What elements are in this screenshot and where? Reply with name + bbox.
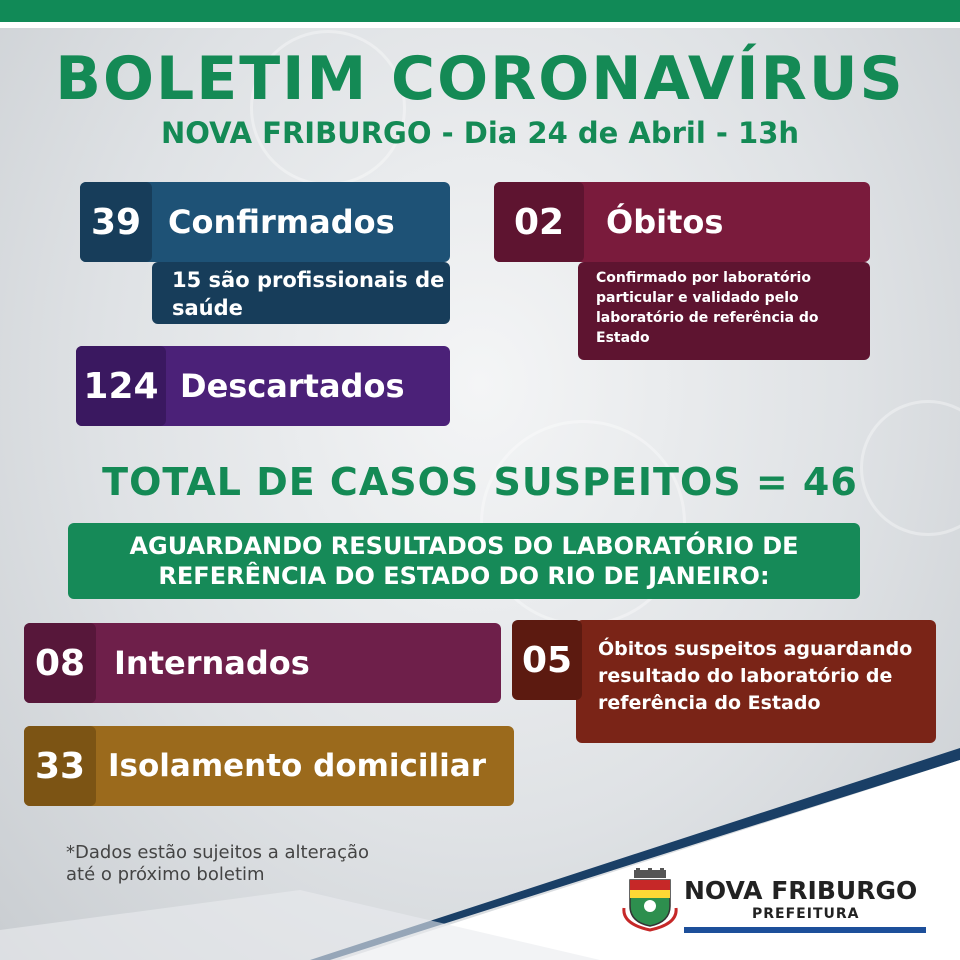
brand-sub: PREFEITURA — [752, 906, 860, 922]
page-subtitle: NOVA FRIBURGO - Dia 24 de Abril - 13h — [160, 116, 800, 150]
confirmados-note-text: 15 são profissionais de saúde — [172, 268, 445, 320]
internados-label: Internados — [114, 644, 310, 682]
aguardando-line2: REFERÊNCIA DO ESTADO DO RIO DE JANEIRO: — [158, 562, 770, 590]
isolamento-label: Isolamento domiciliar — [108, 748, 487, 784]
obitos-suspeitos-label: Óbitos suspeitos aguardando resultado do laboratório de referência do Estado — [598, 638, 913, 714]
descartados-number: 124 — [76, 346, 166, 426]
descartados-label: Descartados — [180, 367, 405, 405]
disclaimer-line2: até o próximo boletim — [66, 864, 265, 885]
internados-number: 08 — [24, 623, 96, 703]
brand-bar — [684, 927, 926, 933]
confirmados-label: Confirmados — [168, 203, 395, 241]
disclaimer — [66, 842, 369, 886]
obitos-number: 02 — [494, 182, 584, 262]
total-suspeitos: TOTAL DE CASOS SUSPEITOS = 46 — [102, 460, 858, 504]
isolamento-number: 33 — [24, 726, 96, 806]
page-title: BOLETIM CORONAVÍRUS — [55, 44, 905, 114]
confirmados-number: 39 — [80, 182, 152, 262]
brand-name: NOVA FRIBURGO — [684, 876, 918, 905]
aguardando-line1: AGUARDANDO RESULTADOS DO LABORATÓRIO DE — [129, 532, 799, 560]
disclaimer-line1: *Dados estão sujeitos a alteração — [66, 842, 370, 863]
obitos-suspeitos-number: 05 — [521, 639, 573, 681]
nova-friburgo-coat-of-arms-icon — [620, 868, 680, 932]
obitos-note-text: Confirmado por laboratório particular e validado pelo laboratório de referência do Estado — [596, 270, 819, 346]
obitos-label: Óbitos — [606, 203, 724, 241]
